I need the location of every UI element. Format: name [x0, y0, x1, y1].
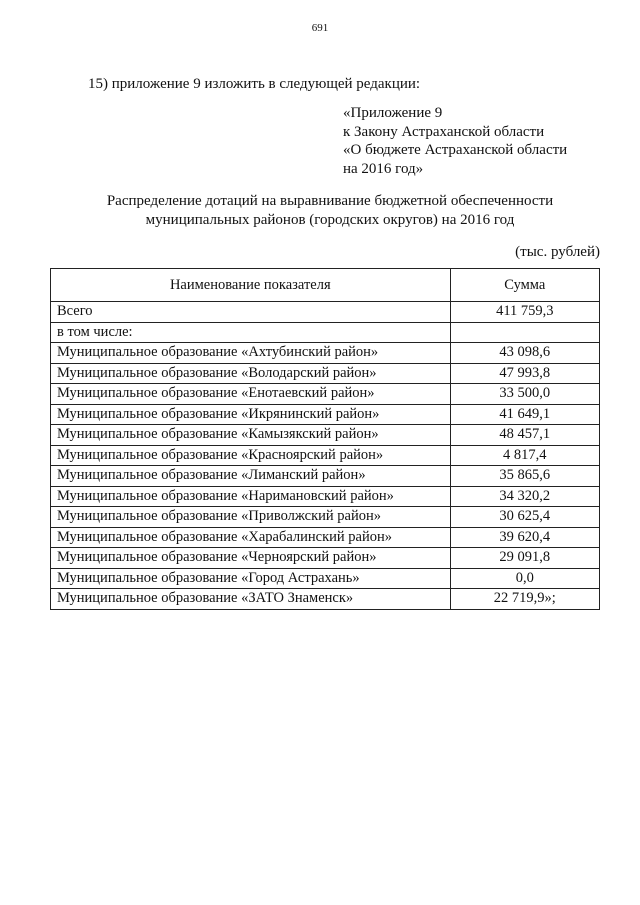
table-row: [51, 445, 600, 466]
table-row: [51, 486, 600, 507]
row-amount: 39 620,4: [450, 527, 599, 548]
row-name: Муниципальное образование «Камызякский район»: [51, 425, 451, 446]
table-row: [51, 363, 600, 384]
row-name: Муниципальное образование «Красноярский район»: [51, 445, 451, 466]
table-row: [51, 548, 600, 569]
column-header-name: Наименование показателя: [51, 269, 451, 302]
appendix-line: «О бюджете Астраханской области: [343, 142, 568, 158]
table-row: [51, 425, 600, 446]
row-amount: [450, 322, 599, 343]
document-title: [60, 192, 600, 230]
row-amount: 0,0: [450, 568, 599, 589]
title-line: Распределение дотаций на выравнивание бюджетной обеспеченности: [106, 193, 554, 209]
row-amount: 22 719,9»;: [450, 589, 599, 610]
table-row: [51, 568, 600, 589]
appendix-header: [343, 104, 567, 178]
row-name: Всего: [51, 302, 451, 323]
row-amount: 43 098,6: [450, 343, 599, 364]
row-name: Муниципальное образование «Наримановский район»: [51, 486, 451, 507]
row-name: Муниципальное образование «Город Астрахань»: [51, 568, 451, 589]
row-amount: 4 817,4: [450, 445, 599, 466]
grant-distribution-table: [50, 268, 600, 610]
row-name: Муниципальное образование «ЗАТО Знаменск»: [51, 589, 451, 610]
appendix-line: к Закону Астраханской области: [343, 123, 545, 140]
page-number: 691: [311, 22, 329, 34]
table-row: [51, 343, 600, 364]
table-row: [51, 589, 600, 610]
title-line: муниципальных районов (городских округов) на 2016 год: [145, 212, 515, 228]
row-amount: 48 457,1: [450, 425, 599, 446]
row-name: Муниципальное образование «Харабалинский район»: [51, 527, 451, 548]
column-header-amount: Сумма: [450, 269, 599, 302]
units-label: (тыс. рублей): [515, 244, 600, 260]
table-row: [51, 527, 600, 548]
table-row: [51, 302, 600, 323]
table-header-row: [51, 269, 600, 302]
row-name: Муниципальное образование «Енотаевский район»: [51, 384, 451, 405]
row-amount: 47 993,8: [450, 363, 599, 384]
row-name: Муниципальное образование «Ахтубинский район»: [51, 343, 451, 364]
row-name: Муниципальное образование «Володарский район»: [51, 363, 451, 384]
row-name: в том числе:: [51, 322, 451, 343]
table-row: [51, 466, 600, 487]
row-name: Муниципальное образование «Икрянинский район»: [51, 404, 451, 425]
row-amount: 33 500,0: [450, 384, 599, 405]
amendment-instruction: 15) приложение 9 изложить в следующей редакции:: [88, 76, 421, 92]
table-row: [51, 507, 600, 528]
table-row: [51, 404, 600, 425]
row-amount: 35 865,6: [450, 466, 599, 487]
row-name: Муниципальное образование «Приволжский район»: [51, 507, 451, 528]
appendix-line: на 2016 год»: [343, 160, 424, 177]
row-name: Муниципальное образование «Черноярский район»: [51, 548, 451, 569]
row-amount: 41 649,1: [450, 404, 599, 425]
row-amount: 411 759,3: [450, 302, 599, 323]
table-row: [51, 384, 600, 405]
row-amount: 34 320,2: [450, 486, 599, 507]
row-amount: 29 091,8: [450, 548, 599, 569]
row-amount: 30 625,4: [450, 507, 599, 528]
appendix-line: «Приложение 9: [343, 105, 443, 121]
row-name: Муниципальное образование «Лиманский район»: [51, 466, 451, 487]
table-row: [51, 322, 600, 343]
